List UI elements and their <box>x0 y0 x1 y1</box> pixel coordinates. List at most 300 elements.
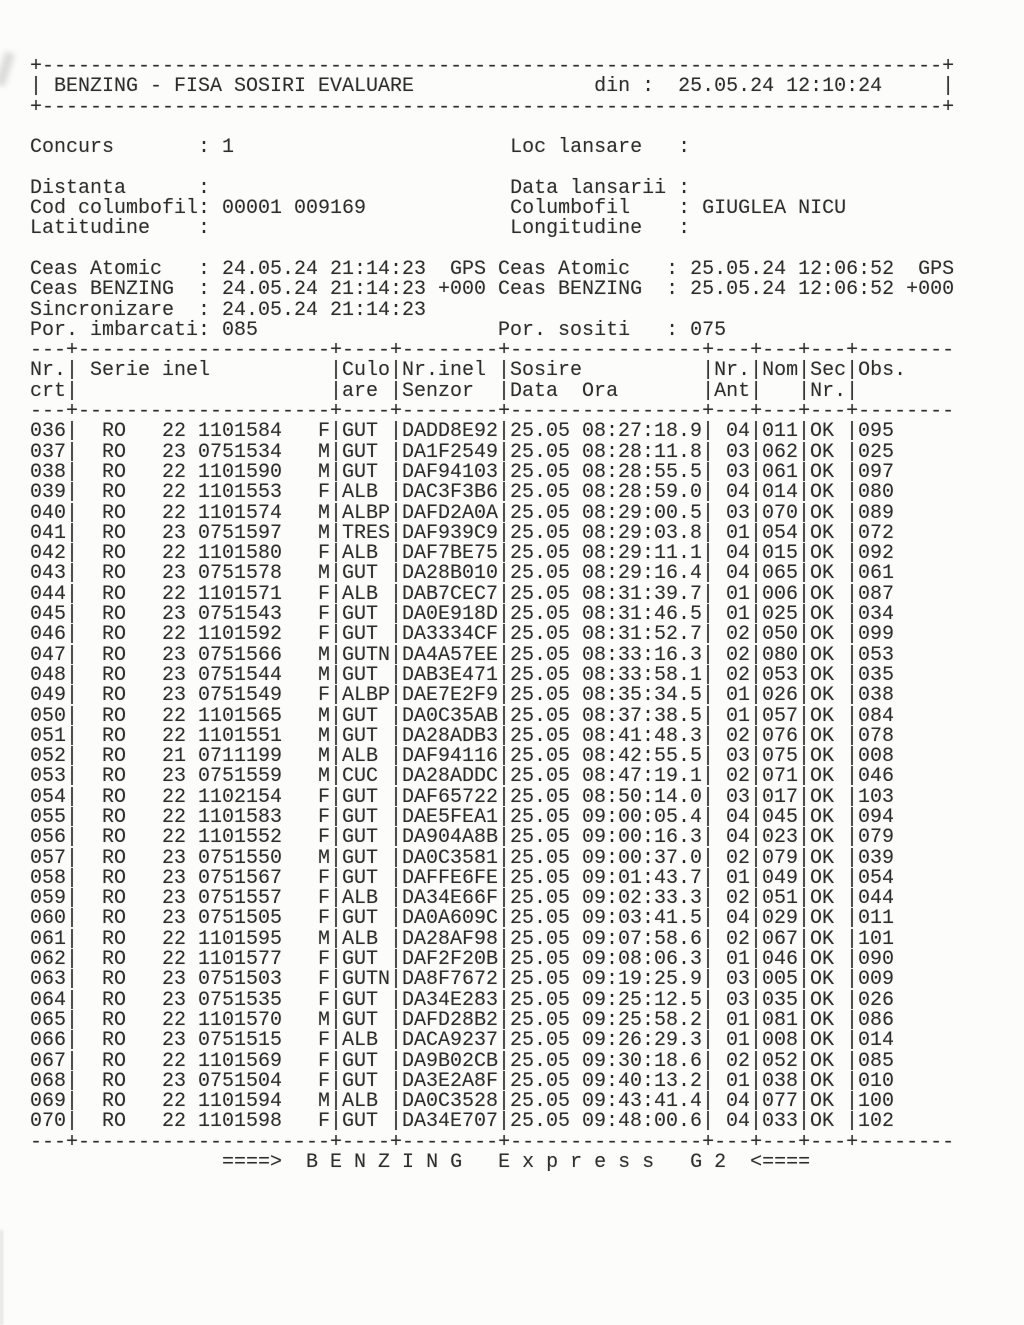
scan-edge-mark <box>0 1230 3 1325</box>
clock-line-benzing <box>30 280 970 300</box>
cell-sosire-ora: 08:31:39.7 <box>582 582 703 606</box>
ceas-atomic-right-value: 25.05.24 12:06:52 GPS <box>690 257 955 281</box>
cell-year: 22 <box>161 1008 186 1032</box>
cell-sec: OK <box>810 603 835 627</box>
cell-nom: 005 <box>762 968 799 992</box>
cell-year: 23 <box>161 968 186 992</box>
cell-nr-ant: 02 <box>726 765 751 789</box>
cell-ring-number: 1101574 <box>198 501 283 525</box>
cell-sosire-ora: 09:07:58.6 <box>582 927 703 951</box>
cell-sex: M <box>318 704 331 728</box>
header-nr-crt: Nr. <box>30 359 67 383</box>
cell-obs: 079 <box>858 826 895 850</box>
cell-nom: 065 <box>762 562 799 586</box>
cell-senzor: DAF2F20B <box>402 948 499 972</box>
cell-nr-ant: 02 <box>726 724 751 748</box>
cell-obs: 053 <box>858 643 895 667</box>
cell-nr-ant: 02 <box>726 887 751 911</box>
cell-sex: M <box>318 765 331 789</box>
cell-sex: F <box>318 420 331 444</box>
cell-sex: M <box>318 643 331 667</box>
pipe-separator <box>66 361 78 381</box>
cell-year: 22 <box>161 785 186 809</box>
cell-senzor: DA28ADDC <box>402 765 499 789</box>
cell-sosire-ora: 09:25:12.5 <box>582 988 703 1012</box>
cell-culoare: GUT <box>342 907 379 931</box>
pipe-separator <box>330 788 342 808</box>
sincronizare-value: 24.05.24 21:14:23 <box>222 298 427 322</box>
cell-senzor: DAC3F3B6 <box>402 481 499 505</box>
report-title-line <box>30 77 970 97</box>
cell-sosire-ora: 08:29:00.5 <box>582 501 703 525</box>
cell-culoare: ALB <box>342 745 379 769</box>
cell-sex: M <box>318 521 331 545</box>
pipe-separator <box>390 788 402 808</box>
cell-nr-ant: 03 <box>726 501 751 525</box>
cell-culoare: TRES <box>342 521 391 545</box>
cell-year: 23 <box>161 907 186 931</box>
pipe-separator <box>750 1031 762 1051</box>
colon <box>666 260 690 280</box>
cell-obs: 087 <box>858 582 895 606</box>
pipe-separator <box>798 1112 810 1132</box>
pipe-separator <box>702 1052 714 1072</box>
pipe-separator <box>702 1112 714 1132</box>
cell-sex: F <box>318 582 331 606</box>
cell-nr-ant: 04 <box>726 907 751 931</box>
pipe-separator <box>390 361 402 381</box>
cell-ring-number: 0751503 <box>198 968 283 992</box>
cell-ring-number: 1101571 <box>198 582 283 606</box>
ceas-benzing-left-label: Ceas BENZING <box>30 278 175 302</box>
header-nr-crt-2: crt <box>30 379 67 403</box>
cell-sex: F <box>318 866 331 890</box>
cell-ring-number: 1101583 <box>198 805 283 829</box>
cell-nr-crt: 069 <box>30 1090 67 1114</box>
cell-sex: M <box>318 724 331 748</box>
pipe-separator <box>798 909 810 929</box>
pipe-separator <box>498 564 510 584</box>
cell-year: 22 <box>161 1090 186 1114</box>
pipe-separator <box>498 625 510 645</box>
cell-sec: OK <box>810 968 835 992</box>
cell-nr-ant: 03 <box>726 988 751 1012</box>
pipe-separator <box>66 504 78 524</box>
blank-line <box>30 118 970 138</box>
cell-culoare: GUT <box>342 826 379 850</box>
cell-sex: F <box>318 1110 331 1134</box>
pipe-separator <box>750 504 762 524</box>
cell-senzor: DA904A8B <box>402 826 499 850</box>
cell-nr-ant: 02 <box>726 643 751 667</box>
pipe-separator <box>846 828 858 848</box>
cell-senzor: DAB3E471 <box>402 663 499 687</box>
pipe-separator <box>66 1112 78 1132</box>
cell-sec: OK <box>810 1049 835 1073</box>
pipe-separator <box>498 788 510 808</box>
pipe-separator <box>66 1052 78 1072</box>
cell-sec: OK <box>810 745 835 769</box>
pipe-separator <box>750 991 762 1011</box>
cell-sec: OK <box>810 623 835 647</box>
cell-obs: 095 <box>858 420 895 444</box>
pipe-separator <box>750 361 762 381</box>
cell-sosire-ora: 08:29:03.8 <box>582 521 703 545</box>
cell-nr-crt: 062 <box>30 948 67 972</box>
pipe-separator <box>498 970 510 990</box>
colon <box>678 179 702 199</box>
cell-nr-ant: 04 <box>726 805 751 829</box>
pipe-separator <box>390 382 402 402</box>
cell-obs: 100 <box>858 1090 895 1114</box>
table-row <box>30 501 970 525</box>
cell-year: 23 <box>161 866 186 890</box>
pipe-separator <box>66 991 78 1011</box>
cell-nom: 017 <box>762 785 799 809</box>
pipe-separator <box>702 422 714 442</box>
pipe-separator <box>846 1052 858 1072</box>
cell-culoare: ALB <box>342 1029 379 1053</box>
cell-ring-number: 0751515 <box>198 1029 283 1053</box>
pipe-separator <box>390 849 402 869</box>
cell-nr-ant: 04 <box>726 1110 751 1134</box>
cell-obs: 072 <box>858 521 895 545</box>
cell-nr-ant: 01 <box>726 1029 751 1053</box>
cell-ring-number: 1102154 <box>198 785 283 809</box>
pipe-separator <box>498 483 510 503</box>
cell-culoare: GUT <box>342 420 379 444</box>
pipe-separator <box>702 970 714 990</box>
cell-sec: OK <box>810 887 835 911</box>
pipe-separator <box>846 849 858 869</box>
pipe-separator <box>498 686 510 706</box>
cell-nom: 070 <box>762 501 799 525</box>
cell-nr-crt: 065 <box>30 1008 67 1032</box>
cell-sosire-ora: 08:41:48.3 <box>582 724 703 748</box>
cell-sosire-ora: 08:35:34.5 <box>582 684 703 708</box>
pipe-separator <box>750 585 762 605</box>
cell-nr-crt: 064 <box>30 988 67 1012</box>
cell-senzor: DAF939C9 <box>402 521 499 545</box>
cell-nom: 050 <box>762 623 799 647</box>
cell-nr-ant: 03 <box>726 460 751 484</box>
ceas-benzing-left-value: 24.05.24 21:14:23 +000 <box>222 278 487 302</box>
header-sosire: Sosire <box>510 359 583 383</box>
cell-culoare: GUT <box>342 603 379 627</box>
cell-nr-crt: 043 <box>30 562 67 586</box>
pipe-separator <box>798 767 810 787</box>
cell-sex: M <box>318 1090 331 1114</box>
cell-culoare: ALBP <box>342 501 391 525</box>
cell-nr-ant: 03 <box>726 785 751 809</box>
pipe-separator <box>846 483 858 503</box>
header-serie: Serie inel <box>90 359 211 383</box>
ceas-benzing-right-value: 25.05.24 12:06:52 +000 <box>690 278 955 302</box>
cell-nr-ant: 01 <box>726 684 751 708</box>
cell-sex: M <box>318 846 331 870</box>
cell-sosire-data: 25.05 <box>510 704 571 728</box>
blank-line <box>30 158 970 178</box>
pipe-separator <box>330 767 342 787</box>
pipe-separator <box>846 646 858 666</box>
table-row <box>30 686 970 706</box>
cell-sex: M <box>318 927 331 951</box>
pipe-separator <box>702 686 714 706</box>
cell-obs: 034 <box>858 603 895 627</box>
cell-year: 23 <box>161 603 186 627</box>
pipe-separator <box>798 849 810 869</box>
cell-nr-crt: 050 <box>30 704 67 728</box>
pipe-separator <box>330 646 342 666</box>
clock-line-porumbei <box>30 318 970 342</box>
cell-obs: 008 <box>858 745 895 769</box>
cell-year: 22 <box>161 420 186 444</box>
cell-sex: F <box>318 623 331 647</box>
cell-nom: 052 <box>762 1049 799 1073</box>
footer-banner: ====> B E N Z I N G E x p r e s s G 2 <==== <box>222 1151 811 1175</box>
cell-senzor: DA34E66F <box>402 887 499 911</box>
cell-nr-crt: 039 <box>30 481 67 505</box>
printed-datetime: 25.05.24 12:10:24 <box>678 75 883 99</box>
pipe-separator <box>390 828 402 848</box>
cell-obs: 011 <box>858 907 895 931</box>
cell-sex: F <box>318 887 331 911</box>
cell-sosire-ora: 08:29:11.1 <box>582 542 703 566</box>
pipe-separator <box>498 382 510 402</box>
colon <box>678 199 702 219</box>
cell-sec: OK <box>810 684 835 708</box>
cell-nr-crt: 051 <box>30 724 67 748</box>
pipe-separator <box>390 707 402 727</box>
cell-country: RO <box>101 582 126 606</box>
pipe-separator <box>330 991 342 1011</box>
pipe-separator <box>330 361 342 381</box>
pipe-separator <box>702 443 714 463</box>
pipe-separator <box>702 849 714 869</box>
cell-nom: 067 <box>762 927 799 951</box>
cell-sec: OK <box>810 805 835 829</box>
cell-sosire-ora: 09:43:41.4 <box>582 1090 703 1114</box>
cell-senzor: DA0A609C <box>402 907 499 931</box>
cell-ring-number: 1101590 <box>198 460 283 484</box>
cell-sex: M <box>318 440 331 464</box>
cell-sosire-ora: 09:48:00.6 <box>582 1110 703 1134</box>
cell-culoare: GUT <box>342 460 379 484</box>
colon <box>198 321 222 341</box>
blank-line <box>30 240 970 260</box>
pipe-separator <box>330 686 342 706</box>
cell-obs: 090 <box>858 948 895 972</box>
cell-nr-ant: 01 <box>726 704 751 728</box>
pipe-separator <box>390 1031 402 1051</box>
pipe-separator <box>798 382 810 402</box>
cell-nr-crt: 068 <box>30 1069 67 1093</box>
cell-sec: OK <box>810 1069 835 1093</box>
cell-nr-crt: 056 <box>30 826 67 850</box>
cell-nom: 079 <box>762 846 799 870</box>
pipe-separator <box>702 483 714 503</box>
cell-sex: M <box>318 745 331 769</box>
pipe-separator <box>66 1031 78 1051</box>
latitudine-label: Latitudine <box>30 217 151 241</box>
cell-country: RO <box>101 501 126 525</box>
table-row <box>30 422 970 442</box>
cell-culoare: GUT <box>342 805 379 829</box>
cell-culoare: GUTN <box>342 643 391 667</box>
cell-sex: M <box>318 460 331 484</box>
cell-senzor: DA3334CF <box>402 623 499 647</box>
cell-sosire-data: 25.05 <box>510 501 571 525</box>
pipe-separator <box>750 767 762 787</box>
cell-sosire-data: 25.05 <box>510 1029 571 1053</box>
pipe-separator <box>846 686 858 706</box>
cell-year: 22 <box>161 724 186 748</box>
cell-sec: OK <box>810 704 835 728</box>
pipe-separator <box>750 1052 762 1072</box>
pipe-separator <box>750 849 762 869</box>
cell-ring-number: 0711199 <box>198 745 283 769</box>
pipe-separator <box>846 422 858 442</box>
cell-senzor: DA34E707 <box>402 1110 499 1134</box>
cell-culoare: ALB <box>342 481 379 505</box>
pipe-separator <box>330 1112 342 1132</box>
cell-ring-number: 0751550 <box>198 846 283 870</box>
cell-culoare: ALB <box>342 542 379 566</box>
cell-country: RO <box>101 663 126 687</box>
cell-ring-number: 1101577 <box>198 948 283 972</box>
cell-year: 22 <box>161 948 186 972</box>
cell-country: RO <box>101 745 126 769</box>
header-nom-2 <box>762 382 798 402</box>
cell-country: RO <box>101 1090 126 1114</box>
pipe-separator <box>798 483 810 503</box>
cell-sec: OK <box>810 1110 835 1134</box>
cell-sec: OK <box>810 724 835 748</box>
pipe-separator <box>798 564 810 584</box>
pipe-separator <box>66 849 78 869</box>
cell-sex: M <box>318 663 331 687</box>
cell-culoare: GUT <box>342 623 379 647</box>
cell-nr-ant: 04 <box>726 481 751 505</box>
cell-nr-crt: 061 <box>30 927 67 951</box>
cell-sosire-ora: 08:27:18.9 <box>582 420 703 444</box>
pipe-separator <box>702 585 714 605</box>
cell-obs: 092 <box>858 542 895 566</box>
cell-culoare: GUT <box>342 1069 379 1093</box>
pipe-separator <box>498 443 510 463</box>
cell-culoare: GUT <box>342 1110 379 1134</box>
cell-obs: 103 <box>858 785 895 809</box>
pipe-separator <box>330 483 342 503</box>
cell-sosire-data: 25.05 <box>510 1069 571 1093</box>
pipe-separator <box>702 788 714 808</box>
pipe-separator <box>702 504 714 524</box>
box-border-bottom: +---------------------------------------------------------------------------+ <box>30 95 955 119</box>
pipe-separator <box>330 422 342 442</box>
cell-senzor: DA8F7672 <box>402 968 499 992</box>
pipe-separator <box>702 707 714 727</box>
cell-sosire-ora: 08:28:59.0 <box>582 481 703 505</box>
cell-year: 22 <box>161 826 186 850</box>
cell-sosire-data: 25.05 <box>510 765 571 789</box>
cell-sosire-data: 25.05 <box>510 968 571 992</box>
colon <box>678 219 702 239</box>
cell-nr-ant: 03 <box>726 968 751 992</box>
cell-ring-number: 1101569 <box>198 1049 283 1073</box>
cell-nom: 081 <box>762 1008 799 1032</box>
pipe-separator <box>846 1031 858 1051</box>
cell-sosire-ora: 08:29:16.4 <box>582 562 703 586</box>
header-obs: Obs. <box>858 359 907 383</box>
pipe-separator <box>702 991 714 1011</box>
cell-obs: 084 <box>858 704 895 728</box>
pipe-separator <box>750 483 762 503</box>
cell-sosire-ora: 08:33:58.1 <box>582 663 703 687</box>
pipe-separator <box>390 422 402 442</box>
report-document <box>30 57 970 1173</box>
cell-nr-crt: 053 <box>30 765 67 789</box>
cell-obs: 039 <box>858 846 895 870</box>
pipe-separator <box>498 1052 510 1072</box>
cell-senzor: DAF7BE75 <box>402 542 499 566</box>
cell-sec: OK <box>810 481 835 505</box>
pipe-separator <box>798 361 810 381</box>
cell-sex: F <box>318 1049 331 1073</box>
cell-sosire-ora: 09:00:05.4 <box>582 805 703 829</box>
cell-ring-number: 1101584 <box>198 420 283 444</box>
pipe-separator <box>846 707 858 727</box>
concurs-label: Concurs <box>30 136 115 160</box>
cell-nr-crt: 041 <box>30 521 67 545</box>
table-row <box>30 988 970 1012</box>
pipe-separator <box>498 585 510 605</box>
cell-sosire-ora: 09:01:43.7 <box>582 866 703 890</box>
latitudine-value <box>222 219 510 239</box>
pipe-separator <box>498 767 510 787</box>
pipe-separator <box>390 585 402 605</box>
pipe-separator <box>498 909 510 929</box>
longitudine-label: Longitudine <box>510 217 643 241</box>
cell-senzor: DA28ADB3 <box>402 724 499 748</box>
cell-culoare: GUT <box>342 785 379 809</box>
pipe-separator <box>330 707 342 727</box>
pipe-separator <box>390 443 402 463</box>
pipe-separator <box>66 564 78 584</box>
cell-sec: OK <box>810 420 835 444</box>
pipe-separator <box>798 1031 810 1051</box>
cell-obs: 038 <box>858 684 895 708</box>
pipe-separator <box>798 828 810 848</box>
cell-sosire-ora: 08:37:38.5 <box>582 704 703 728</box>
data-lansarii-label: Data lansarii <box>510 176 667 200</box>
cell-culoare: GUT <box>342 866 379 890</box>
pipe-separator <box>66 828 78 848</box>
cell-senzor: DAE5FEA1 <box>402 805 499 829</box>
cell-year: 23 <box>161 440 186 464</box>
cell-culoare: GUT <box>342 663 379 687</box>
pipe-separator <box>498 361 510 381</box>
pipe-separator <box>390 767 402 787</box>
cell-year: 22 <box>161 1049 186 1073</box>
cell-nr-ant: 02 <box>726 846 751 870</box>
cell-sosire-ora: 09:02:33.3 <box>582 887 703 911</box>
cell-year: 21 <box>161 745 186 769</box>
arrivals-table <box>30 341 970 1153</box>
cell-senzor: DAFD28B2 <box>402 1008 499 1032</box>
pipe-separator <box>66 646 78 666</box>
cell-obs: 054 <box>858 866 895 890</box>
cell-ring-number: 1101598 <box>198 1110 283 1134</box>
